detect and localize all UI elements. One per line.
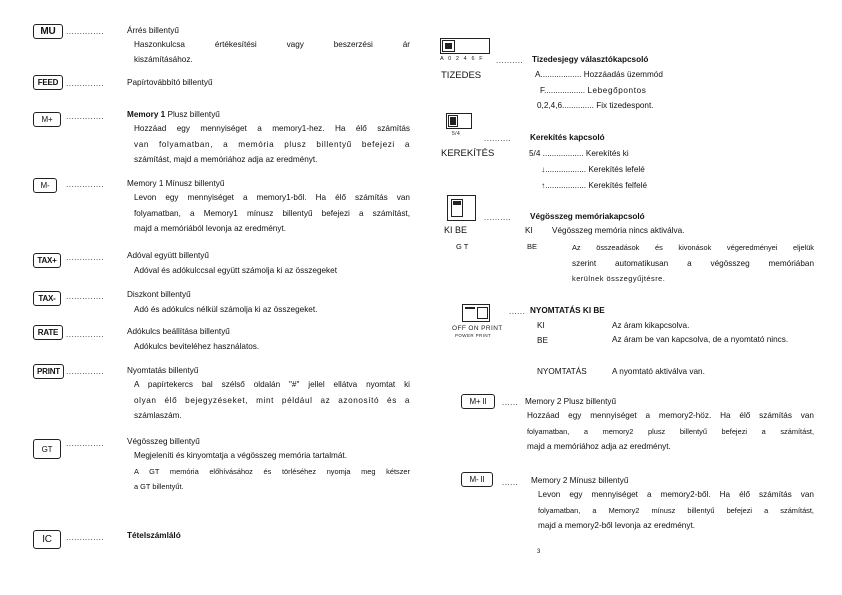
word: beszerzési xyxy=(333,40,373,49)
leader-dots: .............. xyxy=(66,330,105,339)
feed-title: Papírtovábbító billentyű xyxy=(127,78,213,87)
rate-key-icon: RATE xyxy=(33,325,63,340)
title-rest: Plusz billentyű xyxy=(167,110,220,119)
rounding-title: Kerekítés kapcsoló xyxy=(530,133,605,142)
row-text: Kerekítés felfelé xyxy=(588,181,648,190)
desc-line: számlaszám. xyxy=(134,411,182,420)
leader-dots: .............. xyxy=(66,439,105,448)
leader-dots: .............. xyxy=(66,79,105,88)
leader-dots: .................. xyxy=(544,86,586,95)
rounding-switch-icon xyxy=(446,113,472,129)
memory2-minus-desc xyxy=(538,487,814,534)
decimal-row-f xyxy=(540,86,646,95)
print-switch-caption-bottom: POWER PRINT xyxy=(455,333,492,338)
leader-dots: .............. xyxy=(66,367,105,376)
print-row-off-key: KI xyxy=(537,321,545,330)
grand-total-title: Végösszeg memóriakapcsoló xyxy=(530,212,645,221)
grand-total-switch-caption: G T xyxy=(456,242,469,251)
row-key: 5/4 xyxy=(529,149,541,158)
ic-key-icon: IC xyxy=(33,530,61,549)
print-row-on-text: Az áram be van kapcsolva, de a nyomtató nincs. xyxy=(612,335,789,344)
rounding-row-up xyxy=(541,181,647,190)
tax-minus-key-icon: TAX- xyxy=(33,291,61,306)
arrow-up-icon: ↑ xyxy=(541,181,546,190)
print-desc xyxy=(134,377,410,424)
gt-key-icon: GT xyxy=(33,439,61,459)
desc-line: Hozzáad egy mennyiséget a memory2-höz. Ha élő számítás van xyxy=(527,411,814,420)
leader-dots: ...... xyxy=(502,398,519,407)
print-row-off-text: Az áram kikapcsolva. xyxy=(612,321,690,330)
arrow-down-icon: ↓ xyxy=(541,165,546,174)
mu-desc-line1 xyxy=(134,40,410,49)
grand-total-row-on-desc xyxy=(572,240,814,287)
row-text: Kerekítés lefelé xyxy=(588,165,645,174)
memory2-plus-title: Memory 2 Plusz billentyű xyxy=(525,397,617,406)
desc-line: kerülnek összegyűjtésre. xyxy=(572,274,666,283)
row-text: Fix tizedespont. xyxy=(596,101,654,110)
decimal-row-a xyxy=(535,70,663,79)
leader-dots: .......... xyxy=(484,213,512,222)
memory1-plus-key-icon: M+ xyxy=(33,112,61,127)
rounding-label: KEREKÍTÉS xyxy=(441,148,495,159)
mu-desc-line2: kiszámításához. xyxy=(134,55,193,64)
leader-dots: .............. xyxy=(562,101,594,110)
desc-line: Hozzáad egy mennyiséget a memory1-hez. Ha élő számítás xyxy=(134,124,410,133)
row-key: 0,2,4,6 xyxy=(537,101,563,110)
leader-dots: .............. xyxy=(66,180,105,189)
leader-dots: .............. xyxy=(66,112,105,121)
desc-line: Megjeleníti és kinyomtatja a végösszeg memória tartalmát. xyxy=(134,451,347,460)
decimal-selector-switch-icon xyxy=(440,38,490,54)
tax-minus-title: Diszkont billentyű xyxy=(127,290,191,299)
gt-title: Végösszeg billentyű xyxy=(127,437,200,446)
memory1-minus-desc xyxy=(134,190,410,237)
desc-line: A papírtekercs bal szélső oldalán "#" jellel ellátva nyomtat ki xyxy=(134,380,410,389)
desc-line: szerint automatikusan a végösszeg memóriában xyxy=(572,258,814,268)
print-power-switch-icon xyxy=(462,304,490,322)
desc-line: folyamatban, a Memory1 mínusz billentyű befejezi a számítást, xyxy=(134,208,410,218)
desc-line: számítást, majd a memóriához adja az eredményt. xyxy=(134,155,318,164)
rounding-row-off xyxy=(529,149,629,158)
desc-line: Az összeadások és kivonások végeredményei eljelük xyxy=(572,243,814,252)
memory2-plus-key-icon: M+ II xyxy=(461,394,495,409)
word: ár xyxy=(402,40,410,49)
rounding-row-down xyxy=(541,165,645,174)
leader-dots: .................. xyxy=(542,149,584,158)
desc-line: majd a memóriához adja az eredményt. xyxy=(527,442,671,451)
memory1-plus-title xyxy=(127,110,220,119)
decimal-row-fixed xyxy=(537,101,654,110)
word: vagy xyxy=(286,40,304,49)
memory1-minus-key-icon: M- xyxy=(33,178,57,193)
leader-dots: .......... xyxy=(484,134,512,143)
leader-dots: .............. xyxy=(66,253,105,262)
rate-title: Adókulcs beállítása billentyű xyxy=(127,327,230,336)
desc-line: majd a memóriából levonja az eredményt. xyxy=(134,224,286,233)
grand-total-row-off-key: KI xyxy=(525,226,533,235)
leader-dots: .............. xyxy=(66,292,105,301)
desc-line: A GT memória előhívásához és törléséhez nyomja meg kétszer xyxy=(134,466,410,476)
row-key: F xyxy=(540,86,545,95)
rounding-marks-caption: 5/4 xyxy=(452,131,461,137)
desc-line: van folyamatban, a memória plusz billentyű befejezi a xyxy=(134,139,410,149)
desc-line: a GT billentyűt. xyxy=(134,482,184,491)
print-row-print-key: NYOMTATÁS xyxy=(537,367,587,376)
mu-key-icon: MU xyxy=(33,24,63,39)
leader-dots: .............. xyxy=(66,533,105,542)
memory2-plus-desc xyxy=(527,408,814,455)
leader-dots: .................. xyxy=(545,181,587,190)
desc-line: folyamatban, a memory2 plusz billentyű befejezi a számítást, xyxy=(527,426,814,436)
grand-total-switch-icon xyxy=(447,195,476,221)
word: Haszonkulcsa xyxy=(134,40,185,49)
print-key-icon: PRINT xyxy=(33,364,64,379)
rate-desc: Adókulcs beviteléhez használatos. xyxy=(134,342,260,351)
desc-line: olyan élő bejegyzéseket, mint például az azonosító és a xyxy=(134,395,410,405)
decimal-digits-caption: A 0 2 4 6 F xyxy=(440,56,485,62)
print-row-on-key: BE xyxy=(537,336,548,345)
print-title: Nyomtatás billentyű xyxy=(127,366,199,375)
print-row-print-text: A nyomtató aktiválva van. xyxy=(612,367,705,376)
decimal-label: TIZEDES xyxy=(441,70,482,81)
desc-line: majd a memory2-ből levonja az eredményt. xyxy=(538,521,695,530)
memory1-plus-desc xyxy=(134,121,410,168)
grand-total-switch-label: KI BE xyxy=(444,225,468,235)
desc-line: Levon egy mennyiséget a memory1-ből. Ha élő számítás van xyxy=(134,193,410,202)
leader-dots: ...... xyxy=(509,307,526,316)
row-key: A xyxy=(535,70,541,79)
print-switch-caption-top: OFF ON PRINT xyxy=(452,325,503,332)
tax-plus-desc: Adóval és adókulccsal együtt számolja ki az összegeket xyxy=(134,266,337,275)
grand-total-row-off-text: Végösszeg memória nincs aktiválva. xyxy=(552,226,685,235)
leader-dots: .................. xyxy=(540,70,582,79)
gt-desc xyxy=(134,448,410,495)
page-number: 3 xyxy=(537,549,541,555)
feed-key-icon: FEED xyxy=(33,75,63,90)
grand-total-row-on-key: BE xyxy=(527,242,538,251)
tax-plus-title: Adóval együtt billentyű xyxy=(127,251,209,260)
memory2-minus-title: Memory 2 Mínusz billentyű xyxy=(531,476,629,485)
tax-plus-key-icon: TAX+ xyxy=(33,253,61,268)
ic-title: Tételszámláló xyxy=(127,531,181,540)
leader-dots: .............. xyxy=(66,27,105,36)
title-bold: Memory 1 xyxy=(127,110,166,119)
row-text: Lebegőpontos xyxy=(587,86,647,95)
memory2-minus-key-icon: M- II xyxy=(461,472,493,487)
desc-line: folyamatban, a Memory2 mínusz billentyű befejezi a számítást, xyxy=(538,505,814,515)
desc-line: Levon egy mennyiséget a memory2-ből. Ha élő számítás van xyxy=(538,490,814,499)
row-text: Hozzáadás üzemmód xyxy=(583,70,663,79)
leader-dots: ...... xyxy=(502,478,519,487)
decimal-title: Tizedesjegy választókapcsoló xyxy=(532,55,649,64)
tax-minus-desc: Adó és adókulcs nélkül számolja ki az összegeket. xyxy=(134,305,318,314)
row-text: Kerekítés ki xyxy=(585,149,629,158)
print-switch-title: NYOMTATÁS KI BE xyxy=(530,306,605,315)
leader-dots: .................. xyxy=(545,165,587,174)
word: értékesítési xyxy=(214,40,257,49)
leader-dots: .......... xyxy=(496,56,524,65)
memory1-minus-title: Memory 1 Mínusz billentyű xyxy=(127,179,225,188)
mu-title: Árrés billentyű xyxy=(127,26,179,35)
